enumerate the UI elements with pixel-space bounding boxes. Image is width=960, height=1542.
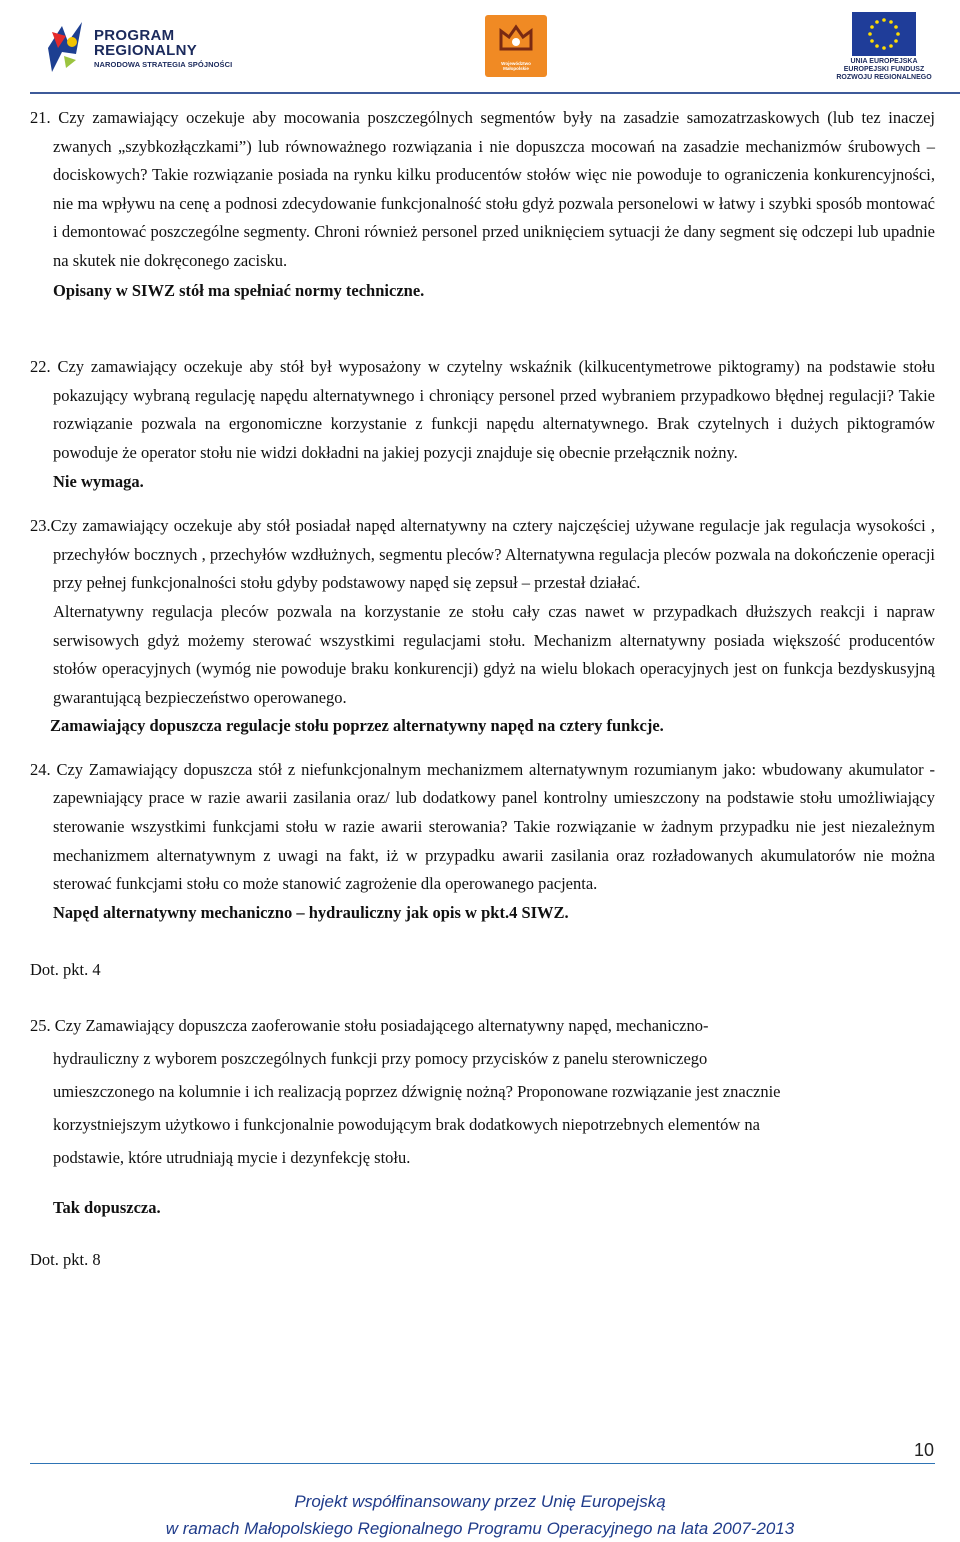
region-logo-caption (485, 61, 547, 71)
question-25-line4: korzystniejszym użytkowo i funkcjonalnie powodującym brak dodatkowych niepotrzebnych elementów na (53, 1115, 761, 1135)
program-logo-line3: NARODOWA STRATEGIA SPÓJNOŚCI (94, 60, 233, 69)
malopolska-logo (485, 15, 547, 77)
footer-divider (30, 1463, 935, 1464)
eu-logo-caption (830, 58, 938, 82)
program-regionalny-emblem-icon (42, 12, 88, 76)
question-23-continued: Alternatywny regulacja pleców pozwala na korzystanie ze stołu cały czas nawet w przypadkach dłuższych reakcji i napraw serwisowych gdyż możemy sterować wszystkimi regulacjami stołu. Mechanizm alternatywny posiada większość producentów stołów operacyjnych (wymóg nie powoduje braku konkurencji) gdyż na wielu blokach operacyjnych jest on funkcja bezdyskusyjną gwarantującą bezpieczeństwo operowanego. (53, 601, 935, 707)
question-21: 21. Czy zamawiający oczekuje aby mocowania poszczególnych segmentów były na zasadzie samozatrzaskowych (lub tez inaczej zwanych „szybkozłączkami”) lub równoważnego rozwiązania i nie dopuszcza mocowań na zasadzie mechanizmów śrubowych – dociskowych? Takie rozwiązanie posiada na rynku kilku producentów stołów więc nie powoduje to ograniczenia konkurencyjności, nie ma wpływu na cenę a podnosi zdecydowanie funkcjonalność stołu gdyż pozwala personelowi w łatwy i szybki sposób montować i demontować poszczególne segmenty. Chroni również personel przed uniknięciem sytuacji że dany segment się odczepi lub upadnie na skutek nie dokręconego zacisku. (30, 108, 935, 270)
page-header (0, 0, 960, 95)
eu-flag-icon (852, 12, 916, 56)
eu-logo-line3: ROZWOJU REGIONALNEGO (836, 74, 932, 81)
eu-logo (830, 12, 938, 84)
footer-line1: Projekt współfinansowany przez Unię Europejską (294, 1492, 666, 1511)
page-footer (0, 1488, 960, 1542)
answer-21: Opisany w SIWZ stół ma spełniać normy techniczne. (53, 280, 425, 300)
question-25-line3: umieszczonego na kolumnie i ich realizacją poprzez dźwignię nożną? Proponowane rozwiązanie jest znacznie (53, 1082, 781, 1102)
page-number: 10 (913, 1440, 934, 1460)
program-regionalny-logo (42, 12, 242, 78)
eu-logo-line2: EUROPEJSKI FUNDUSZ (843, 66, 925, 73)
region-logo-line1: Województwo (501, 61, 531, 66)
answer-22: Nie wymaga. (53, 471, 144, 491)
program-logo-line2: REGIONALNY (94, 42, 198, 59)
question-22: 22. Czy zamawiający oczekuje aby stół był wyposażony w czytelny wskaźnik (kilkucentymetrowe piktogramy) na podstawie stołu pokazujący wybraną regulację napędu alternatywnego i chroniący personel przed wybraniem przypadkowo błędnej regulacji? Takie rozwiązanie pozwala na ergonomiczne korzystanie z funkcji napędu alternatywnego. Brak czytelnych i dużych piktogramów powoduje że operator stołu nie widzi dokładni na jakiej pozycji znajduje się obecnie przełącznik nożny. (30, 357, 935, 462)
program-regionalny-wordmark (94, 28, 232, 71)
answer-23: Zamawiający dopuszcza regulacje stołu poprzez alternatywny napęd na cztery funkcje. (50, 716, 664, 736)
question-23: 23.Czy zamawiający oczekuje aby stół posiadał napęd alternatywny na cztery najczęściej używane regulacje jak regulacja wysokości , przechyłów bocznych , przechyłów wzdłużnych, segmentu pleców? Alternatywna regulacja pleców pozwala na dokończenie operacji przy pełnej funkcjonalności stołu gdyby podstawowy napęd się zepsuł – przestał działać. (30, 516, 935, 593)
question-25-line2: hydrauliczny z wyborem poszczególnych funkcji przy pomocy przycisków z panelu sterowniczego (53, 1049, 708, 1069)
reference-pkt-8: Dot. pkt. 8 (30, 1249, 101, 1269)
reference-pkt-4: Dot. pkt. 4 (30, 960, 101, 980)
malopolska-emblem-icon (485, 15, 547, 61)
eu-logo-line1: UNIA EUROPEJSKA (850, 58, 918, 65)
answer-25: Tak dopuszcza. (53, 1198, 161, 1218)
document-body (30, 104, 935, 1274)
question-25-line1: 25. Czy Zamawiający dopuszcza zaoferowanie stołu posiadającego alternatywny napęd, mechaniczno- (30, 1016, 709, 1036)
question-25 (30, 1009, 935, 1174)
question-24: 24. Czy Zamawiający dopuszcza stół z niefunkcjonalnym mechanizmem alternatywnym rozumianym jako: wbudowany akumulator - zapewniający prace w razie awarii zasilania oraz/ lub dodatkowy panel kontrolny umieszczony na podstawie stołu umożliwiający sterowanie wszystkimi funkcjami stołu w razie awarii sterowania? Takie rozwiązanie w żadnym przypadku nie jest niezależnym mechanizmem alternatywnym z uwagi na fakt, iż w przypadku awarii zasilania oraz rozładowanych akumulatorów nie można sterować funkcjami stołu co może stanowić zagrożenie dla operowanego pacjenta. (30, 759, 935, 894)
region-logo-line2: Małopolskie (503, 66, 529, 71)
header-divider (30, 92, 960, 94)
program-logo-line1: PROGRAM (94, 27, 175, 44)
footer-line2: w ramach Małopolskiego Regionalnego Programu Operacyjnego na lata 2007-2013 (165, 1519, 795, 1538)
question-25-line5: podstawie, które utrudniają mycie i dezynfekcję stołu. (53, 1148, 411, 1168)
answer-24: Napęd alternatywny mechaniczno – hydrauliczny jak opis w pkt.4 SIWZ. (53, 902, 569, 922)
